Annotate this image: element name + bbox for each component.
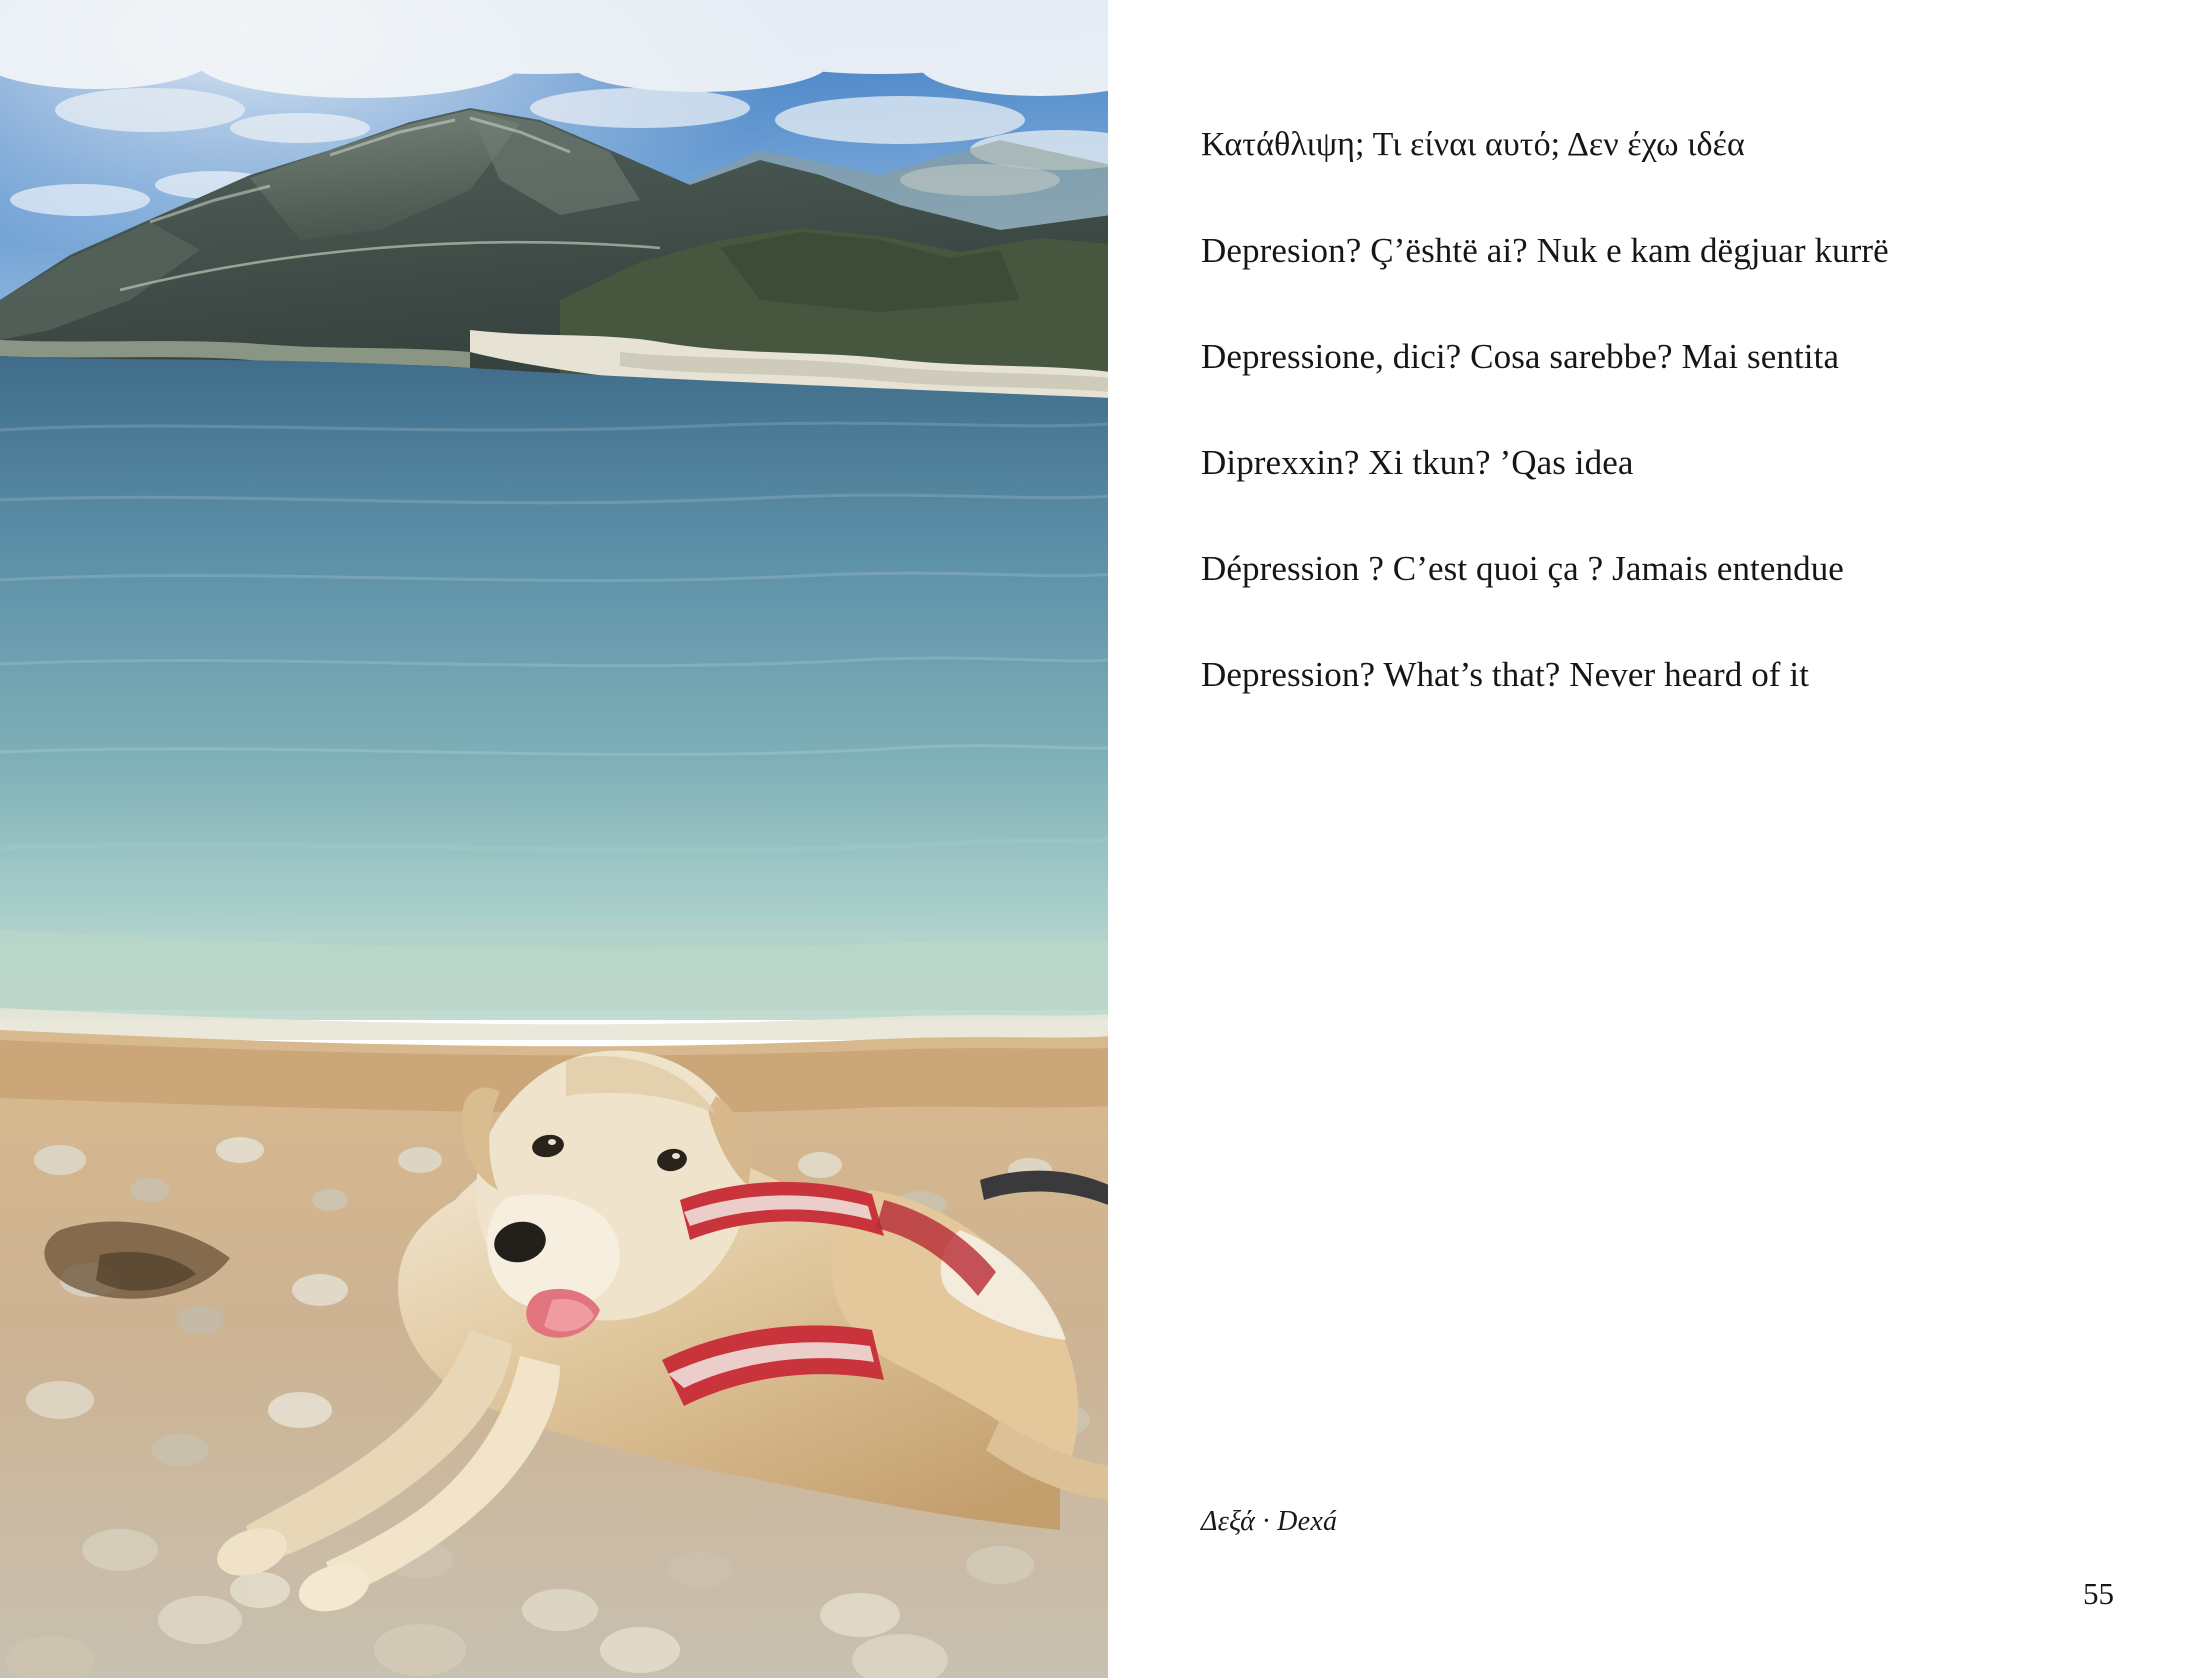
poem-body xyxy=(1201,128,2121,763)
poem-line-italian: Depressione, dici? Cosa sarebbe? Mai sentita xyxy=(1201,337,1840,376)
page-number: 55 xyxy=(2083,1576,2114,1611)
poem-line-greek: Κατάθλιψη; Τι είναι αυτό; Δεν έχω ιδέα xyxy=(1201,126,1745,163)
poem-line-albanian: Depresion? Ç’është ai? Nuk e kam dëgjuar kurrë xyxy=(1201,231,1889,270)
poem-credit: Δεξά · Dexá xyxy=(1201,1506,1338,1537)
poem-line-maltese: Diprexxin? Xi tkun? ’Qas idea xyxy=(1201,443,1634,482)
poem-page xyxy=(1111,0,2198,1678)
poem-line-french: Dépression ? C’est quoi ça ? Jamais entendue xyxy=(1201,549,1844,588)
poem-line-english: Depression? What’s that? Never heard of it xyxy=(1201,655,1810,694)
